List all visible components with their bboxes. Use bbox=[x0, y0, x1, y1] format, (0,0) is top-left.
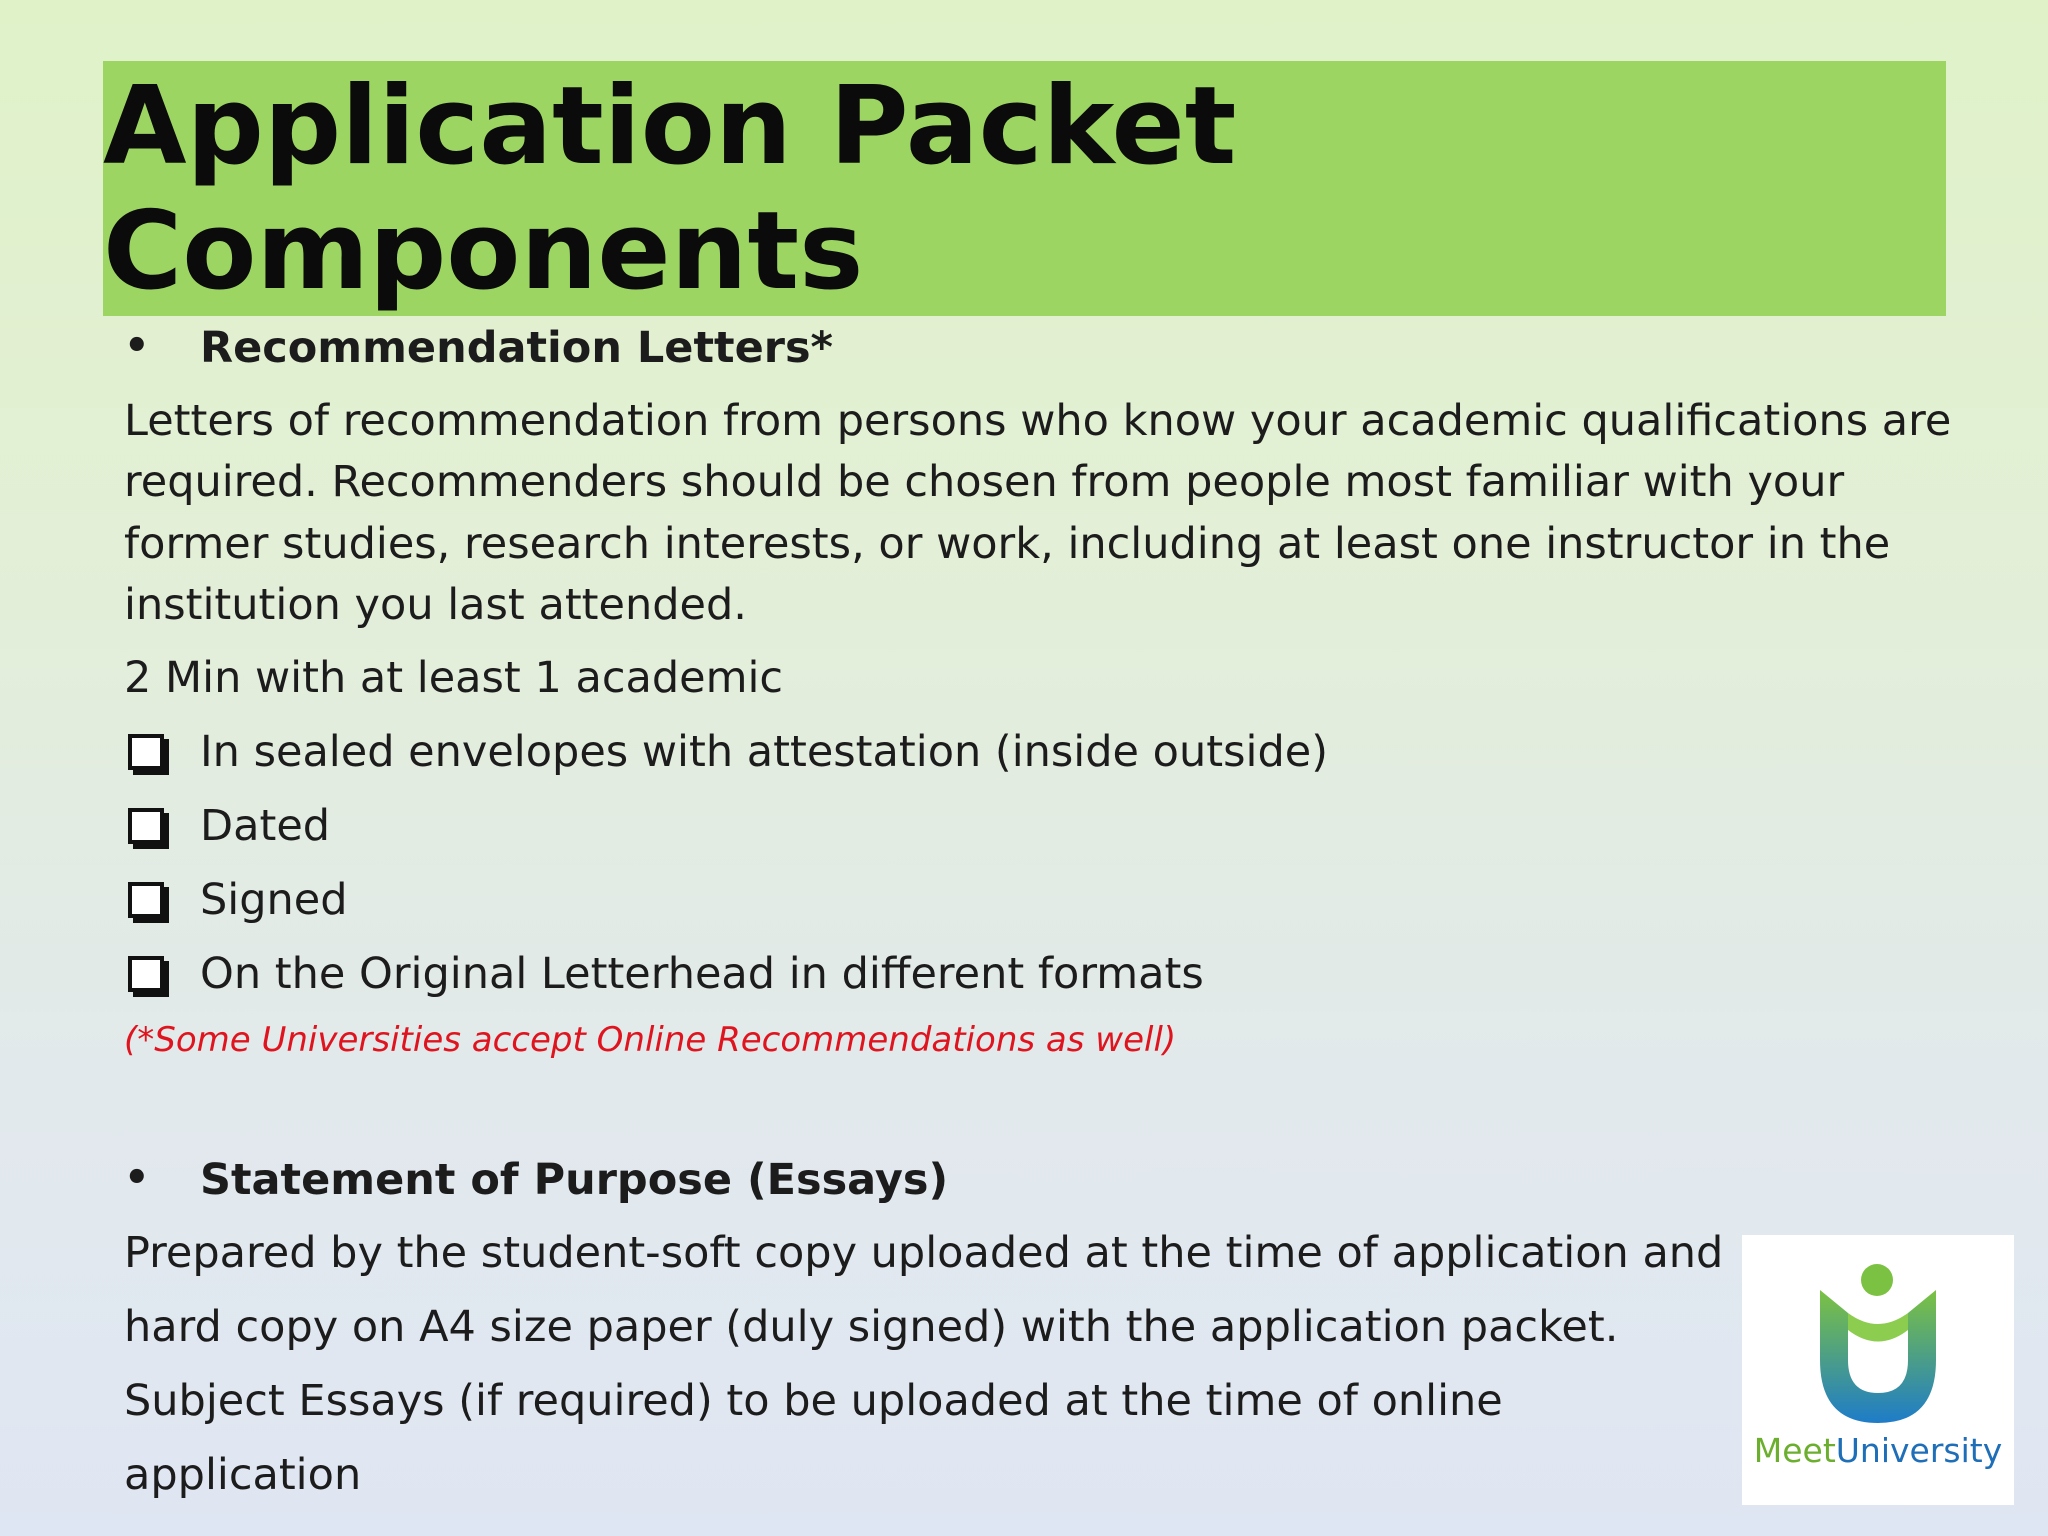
paragraph-line: application bbox=[124, 1450, 362, 1500]
checklist-item: Signed bbox=[200, 875, 348, 925]
bullet-icon: • bbox=[124, 1155, 150, 1201]
checkbox-icon bbox=[128, 808, 164, 844]
checkbox-icon bbox=[128, 734, 164, 770]
paragraph-line: Subject Essays (if required) to be uploaded at the time of online bbox=[124, 1376, 1503, 1426]
logo-word-university: University bbox=[1835, 1431, 2003, 1470]
paragraph-line: required. Recommenders should be chosen from people most familiar with your bbox=[124, 457, 1845, 507]
page-title: Application Packet Components bbox=[103, 63, 1237, 314]
section-heading-text: Recommendation Letters* bbox=[200, 323, 834, 373]
online-recommendation-note: (*Some Universities accept Online Recommendations as well) bbox=[124, 1020, 1177, 1060]
paragraph-line: former studies, research interests, or work, including at least one instructor in the bbox=[124, 519, 1891, 569]
minimum-requirement: 2 Min with at least 1 academic bbox=[124, 653, 784, 703]
checklist-item: Dated bbox=[200, 801, 331, 851]
checkbox-icon bbox=[128, 956, 164, 992]
checklist-item: On the Original Letterhead in different formats bbox=[200, 949, 1204, 999]
checkbox-icon bbox=[128, 882, 164, 918]
logo-wordmark bbox=[1752, 1431, 2004, 1470]
paragraph-line: Letters of recommendation from persons who know your academic qualifications are bbox=[124, 396, 1952, 446]
paragraph-line: Prepared by the student-soft copy uploaded at the time of application and bbox=[124, 1228, 1724, 1278]
logo-word-meet: Meet bbox=[1753, 1431, 1836, 1470]
section-heading-text: Statement of Purpose (Essays) bbox=[200, 1155, 949, 1205]
paragraph-line: hard copy on A4 size paper (duly signed) with the application packet. bbox=[124, 1302, 1619, 1352]
checklist-item: In sealed envelopes with attestation (inside outside) bbox=[200, 727, 1328, 777]
bullet-icon: • bbox=[124, 323, 150, 369]
meetuniversity-logo bbox=[1742, 1235, 2014, 1505]
logo-mark-icon bbox=[1742, 1235, 2014, 1435]
title-banner bbox=[103, 61, 1946, 316]
paragraph-line: institution you last attended. bbox=[124, 580, 747, 630]
